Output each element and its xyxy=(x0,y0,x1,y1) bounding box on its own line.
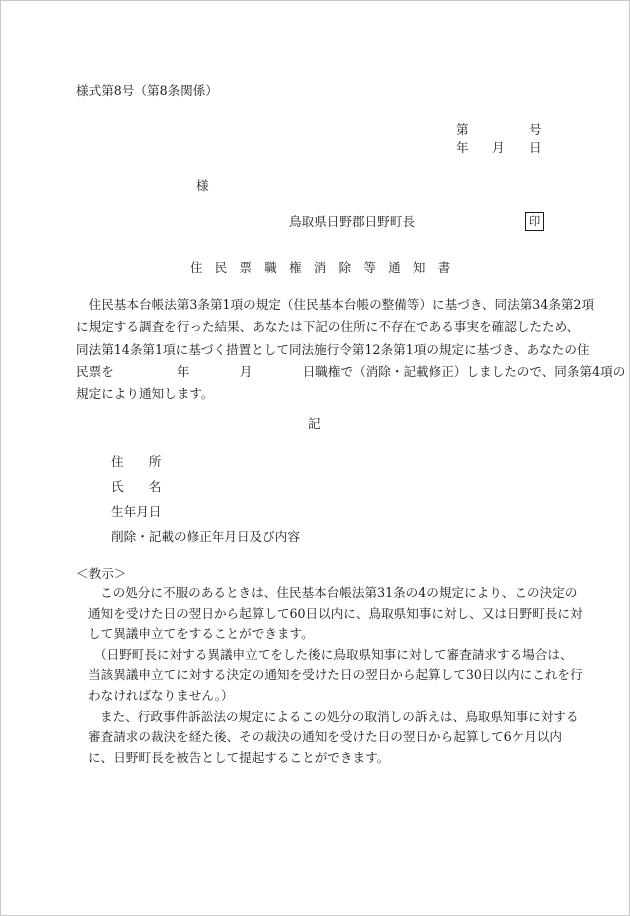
form-number: 様式第8号（第8条関係） xyxy=(76,83,218,98)
date-day: 日 xyxy=(529,140,542,155)
document-title: 住 民 票 職 権 消 除 等 通 知 書 xyxy=(190,260,451,275)
field-birthdate: 生年月日 xyxy=(111,504,162,519)
field-deletion-details: 削除・記載の修正年月日及び内容 xyxy=(111,529,300,544)
notice-line: して異議申立てをすることができます。 xyxy=(88,626,314,642)
body-line: 住民基本台帳法第3条第1項の規定（住民基本台帳の整備等）に基づき、同法第34条第2項 xyxy=(76,297,595,312)
number-prefix: 第 xyxy=(456,122,469,137)
notice-line: に、日野町長を被告として提起することができます。 xyxy=(88,749,390,765)
date-year: 年 xyxy=(456,140,469,155)
addressee-suffix: 様 xyxy=(196,178,209,193)
body-line: 規定により通知します。 xyxy=(76,386,214,402)
field-name: 氏 名 xyxy=(111,479,162,494)
notice-line: この処分に不服のあるときは、住民基本台帳法第31条の4の規定により、この決定の xyxy=(100,585,578,600)
date-month: 月 xyxy=(492,140,505,155)
notice-line: （日野町長に対する異議申立てをした後に鳥取県知事に対して審査請求する場合は、 xyxy=(94,646,573,662)
seal-stamp: 印 xyxy=(525,212,544,231)
notice-line: わなければなりません。） xyxy=(88,687,234,703)
body-line: に規定する調査を行った結果、あなたは下記の住所に不存在である事実を確認したため、 xyxy=(76,319,580,335)
body-line: 民票を 年 月 日職権で（消除・記載修正）しましたので、同条第4項の xyxy=(76,363,626,379)
notice-text xyxy=(76,583,583,768)
record-heading: 記 xyxy=(308,416,321,431)
notice-line: 審査請求の裁決を経た後、その裁決の通知を受けた日の翌日から起算して6ケ月以内 xyxy=(88,729,562,745)
notice-line: 通知を受けた日の翌日から起算して60日以内に、鳥取県知事に対し、又は日野町長に対 xyxy=(88,605,583,621)
notice-line: 当該異議申立てに対する決定の通知を受けた日の翌日から起算して30日以内にこれを行 xyxy=(88,667,583,683)
notice-heading: ＜教示＞ xyxy=(76,566,127,581)
issuer-name: 鳥取県日野郡日野町長 xyxy=(289,214,415,229)
body-line: 同法第14条第1項に基づく措置として同法施行令第12条第1項の規定に基づき、あなたの住 xyxy=(76,341,590,357)
notice-line: また、行政事件訴訟法の規定によるこの処分の取消しの訴えは、鳥取県知事に対する xyxy=(100,708,579,724)
number-suffix: 号 xyxy=(529,122,542,137)
field-address: 住 所 xyxy=(111,454,162,469)
body-paragraph xyxy=(76,294,626,405)
